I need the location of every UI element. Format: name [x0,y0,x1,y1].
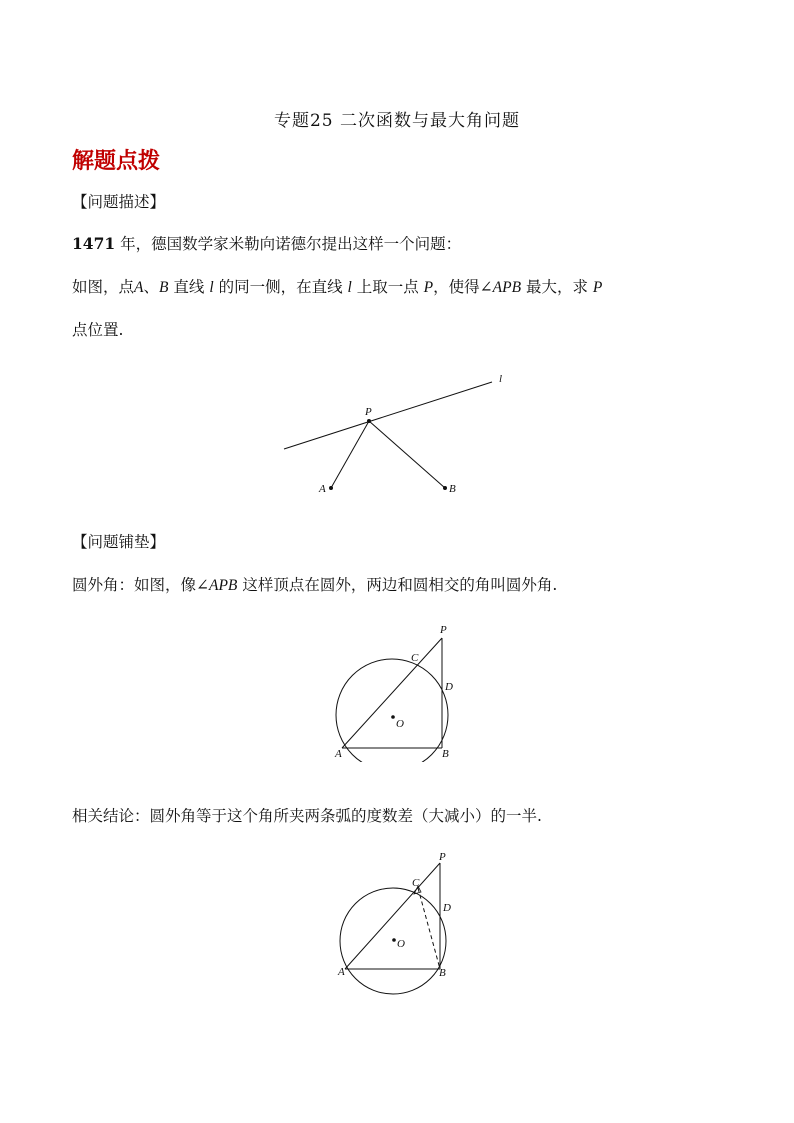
label-B: B [439,967,446,979]
math-var: A [134,279,144,296]
point-A [329,486,333,490]
section-heading: 解题点拨 [72,149,161,174]
math-var: l [347,279,352,296]
problem-description-label: 【问题描述】 [72,193,166,211]
text-run: 、 [143,278,159,296]
text-run: 如图，点 [72,278,135,296]
text-run: 圆外角：如图，像∠ [72,576,209,594]
math-var: P [423,279,434,296]
label-P: P [439,851,446,863]
segment-PB [369,421,445,488]
page-title: 专题25 二次函数与最大角问题 [273,111,521,131]
figure-exterior-angle [326,620,466,762]
point-B [443,486,447,490]
text-run: 的同一侧，在直线 [213,278,348,296]
label-P: P [365,406,372,418]
math-var: APB [209,577,238,594]
text-run: 最大，求 [521,278,593,296]
label-A: A [335,748,342,760]
paragraph-exterior-angle [72,575,557,596]
label-D: D [443,902,451,914]
label-B: B [442,748,449,760]
year-text: 1471 [72,234,116,253]
label-A: A [338,966,345,978]
paragraph-problem [72,277,602,298]
text-run: 直线 [168,278,210,296]
label-l: l [499,373,503,385]
point-P [367,419,371,423]
history-text: 年，德国数学家米勒向诺德尔提出这样一个问题： [115,235,462,253]
math-var: l [209,279,214,296]
figure-exterior-angle-proof [330,848,465,996]
text-run: ，使得∠ [433,278,493,296]
line-l [284,382,492,449]
label-C: C [411,652,419,664]
figure-line-angle [270,362,530,502]
label-D: D [445,681,453,693]
point-O [392,938,396,942]
segment-CB-dashed [418,888,440,969]
label-B: B [449,483,456,495]
math-var: B [159,279,169,296]
segment-PA [331,421,369,488]
label-O: O [397,938,405,950]
paragraph-conclusion: 相关结论：圆外角等于这个角所夹两条弧的度数差（大减小）的一半. [72,807,542,825]
label-C: C [412,877,420,889]
text-run: 上取一点 [351,278,424,296]
circle-O [336,659,448,762]
segment-AP [342,638,442,748]
math-var: P [592,279,603,296]
label-A: A [319,483,326,495]
label-P: P [440,624,447,636]
text-run: 这样顶点在圆外，两边和圆相交的角叫圆外角. [237,576,558,594]
problem-groundwork-label: 【问题铺垫】 [72,533,166,551]
paragraph-history [72,234,461,254]
point-O [391,715,395,719]
paragraph-problem-cont: 点位置. [72,321,124,339]
label-O: O [396,718,404,730]
math-var: APB [492,279,522,296]
